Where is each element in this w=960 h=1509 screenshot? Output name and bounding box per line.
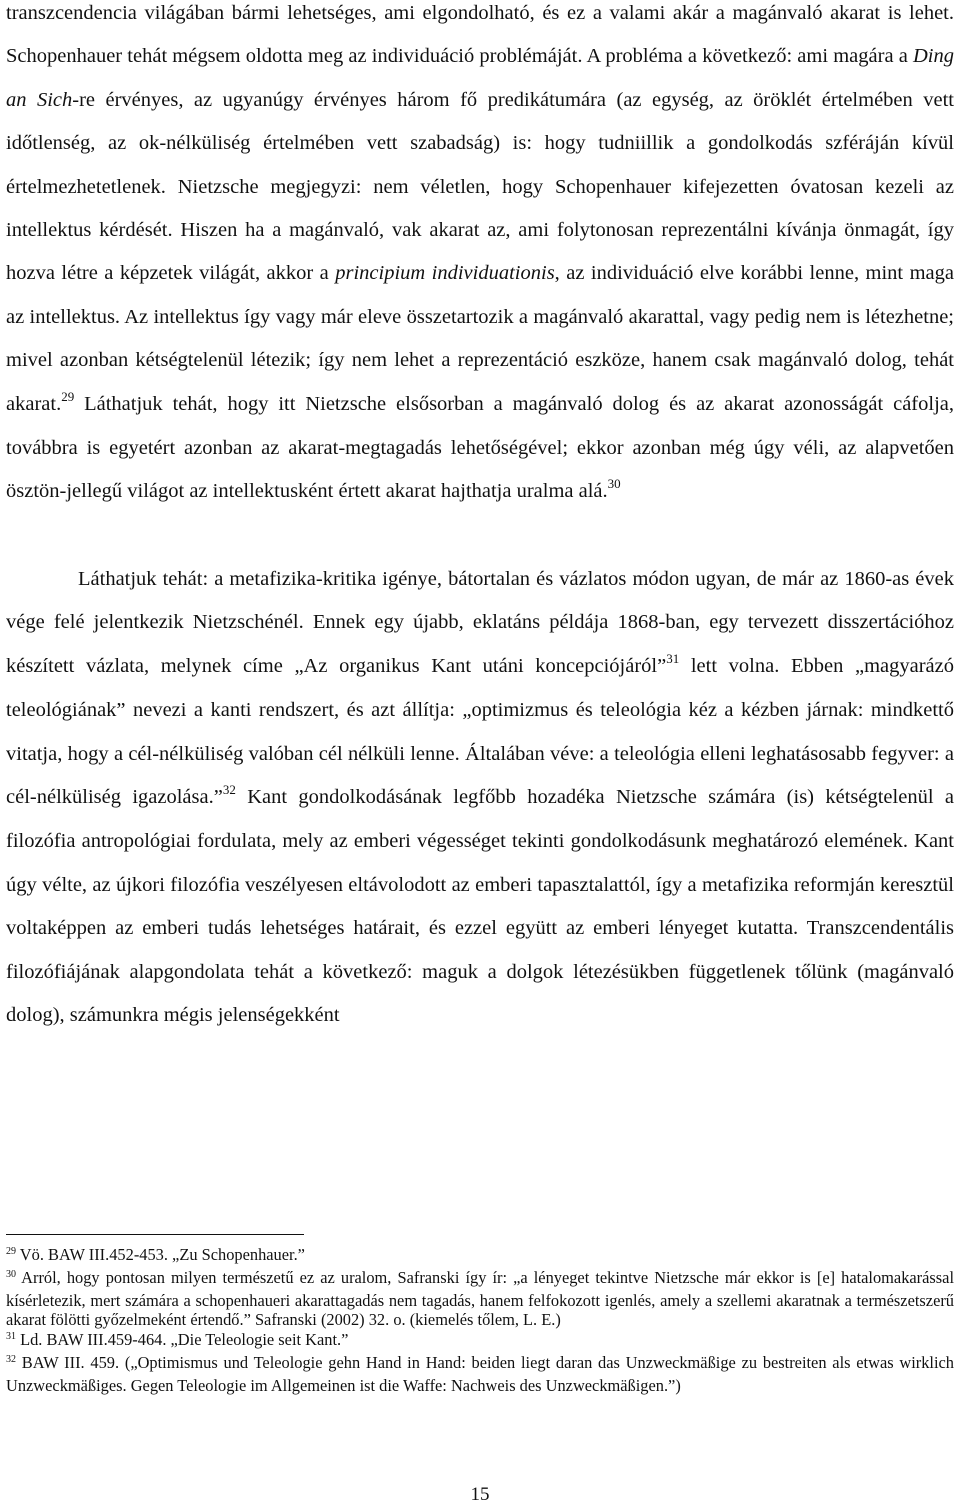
p2-text-3: Kant gondolkodásának legfőbb hozadéka Nietzsche számára (is) kétségtelenül a filozófia antropológiai fordulata, mely az emberi végességet tekinti gondolkodásunk meghatározó elemének. Kant úgy vélte, az újkori filozófia veszélyesen eltávolodott az emberi tapasztalattól, így a metafizika reformján keresztül voltaképpen az emberi tudás lehetséges határait, és ezzel együtt az emberi lényeget kutatta. Transzcendentális filozófiájának alapgondolata tehát a következő: maguk a dolgok létezésükben függetlenek tőlünk (magánvaló dolog), számunkra mégis jelenségekként bbox=[6, 785, 954, 1026]
footnote-30 bbox=[6, 1268, 954, 1330]
p1-text-2: -re érvényes, az ugyanúgy érvényes három fő predikátumára (az egység, az öröklét értelmében vett időtlenség, az ok-nélküliség értelmében vett szabadság) is: hogy tudniillik a gondolkodás szféráján kívül értelmezhetetlenek. Nietzsche megjegyzi: nem véletlen, hogy Schopenhauer kifejezetten óvatosan kezeli az intellektus kérdését. Hiszen ha a magánvaló, vak akarat az, ami folytonosan reprezentálni kívánja önmagát, így hozva létre a képzetek világát, akkor a bbox=[6, 88, 954, 285]
page-number: 15 bbox=[470, 1484, 490, 1505]
p2-text-1: Láthatjuk tehát: a metafizika-kritika igénye, bátortalan és vázlatos módon ugyan, de már az 1860-as évek vége felé jelentkezik Nietzschénél. Ennek egy újabb, eklatáns példája 1868-ban, egy tervezett disszertációhoz készített vázlata, melynek címe „Az organikus Kant utáni koncepciójáról” bbox=[6, 567, 954, 677]
footnote-number: 29 bbox=[6, 1246, 16, 1257]
footnote-separator bbox=[6, 1234, 304, 1235]
paragraph-2 bbox=[6, 558, 954, 1037]
footnote-text: Ld. BAW III.459-464. „Die Teleologie seit Kant.” bbox=[16, 1330, 349, 1350]
footnote-text: BAW III. 459. („Optimismus und Teleologie gehn Hand in Hand: beiden liegt daran das Unzweckmäßige zu bestreiten als etwas wirklich Unzweckmäßiges. Gegen Teleologie im Allgemeinen ist die Waffe: Nachweis des Unzweckmäßigen.”) bbox=[6, 1352, 954, 1395]
footnote-number: 30 bbox=[6, 1268, 16, 1280]
footnote-ref-31[interactable]: 31 bbox=[666, 650, 680, 666]
p1-text-1: transzcendencia világában bármi lehetséges, ami elgondolható, és ez a valami akár a magánvaló akarat is lehet. Schopenhauer tehát mégsem oldotta meg az individuáció problémáját. A probléma a következő: ami magára a bbox=[6, 2, 954, 68]
p1-italic-ding-an-sich: Ding an Sich bbox=[6, 45, 954, 111]
paragraph-1 bbox=[6, 0, 954, 515]
footnote-text: Vö. BAW III.452-453. „Zu Schopenhauer.” bbox=[16, 1245, 305, 1264]
footnote-32 bbox=[6, 1353, 954, 1396]
p1-italic-principium: principium individuationis bbox=[335, 262, 555, 285]
footnote-ref-29[interactable]: 29 bbox=[61, 388, 75, 404]
footnote-ref-30[interactable]: 30 bbox=[607, 476, 621, 492]
footnote-29 bbox=[6, 1245, 954, 1268]
footnote-ref-32[interactable]: 32 bbox=[222, 781, 236, 797]
p2-text-2: lett volna. Ebben „magyarázó teleológiának” nevezi a kanti rendszert, és azt állítja: „optimizmus és teleológia kéz a kézben járnak: mindkettő vitatja, hogy a cél-nélküliség valóban cél nélküli lenne. Általában véve: a teleológia elleni leghatásosabb fegyver: a cél-nélküliség igazolása.” bbox=[6, 654, 955, 808]
footnote-number: 31 bbox=[6, 1331, 16, 1343]
footnotes bbox=[6, 1245, 954, 1396]
footnote-number: 32 bbox=[6, 1353, 16, 1365]
p1-text-4: Láthatjuk tehát, hogy itt Nietzsche elsősorban a magánvaló dolog és az akarat azonosságát cáfolja, továbbra is egyetért azonban az akarat-megtagadás lehetőségével; ekkor azonban még úgy véli, az alapvetően ösztön-jellegű világot az intellektusként értett akarat hajthatja uralma alá. bbox=[6, 392, 954, 503]
footnote-text: Arról, hogy pontosan milyen természetű ez az uralom, Safranski így ír: „a lényeget tekintve Nietzsche már ekkor is [e] hatalomakarással kísérletezik, mert számára a schopenhaueri akarattagadás nem tagadás, hanem felfokozott igenlés, amely a szellemi akaratnak a természetszerű akarat fölötti győzelmeként értendő.” Safranski (2002) 32. o. (kiemelés tőlem, L. E.) bbox=[6, 1267, 954, 1330]
footnote-31 bbox=[6, 1330, 954, 1353]
p1-text-3: , az individuáció elve korábbi lenne, mint maga az intellektus. Az intellektus így vagy már eleve összetartozik a magánvaló akarattal, vagy pedig nem is létezhetne; mivel azonban kétségtelenül létezik; így nem lehet a reprezentáció eszköze, hanem csak magánvaló dolog, tehát akarat. bbox=[6, 262, 954, 415]
body-text bbox=[6, 0, 954, 1037]
